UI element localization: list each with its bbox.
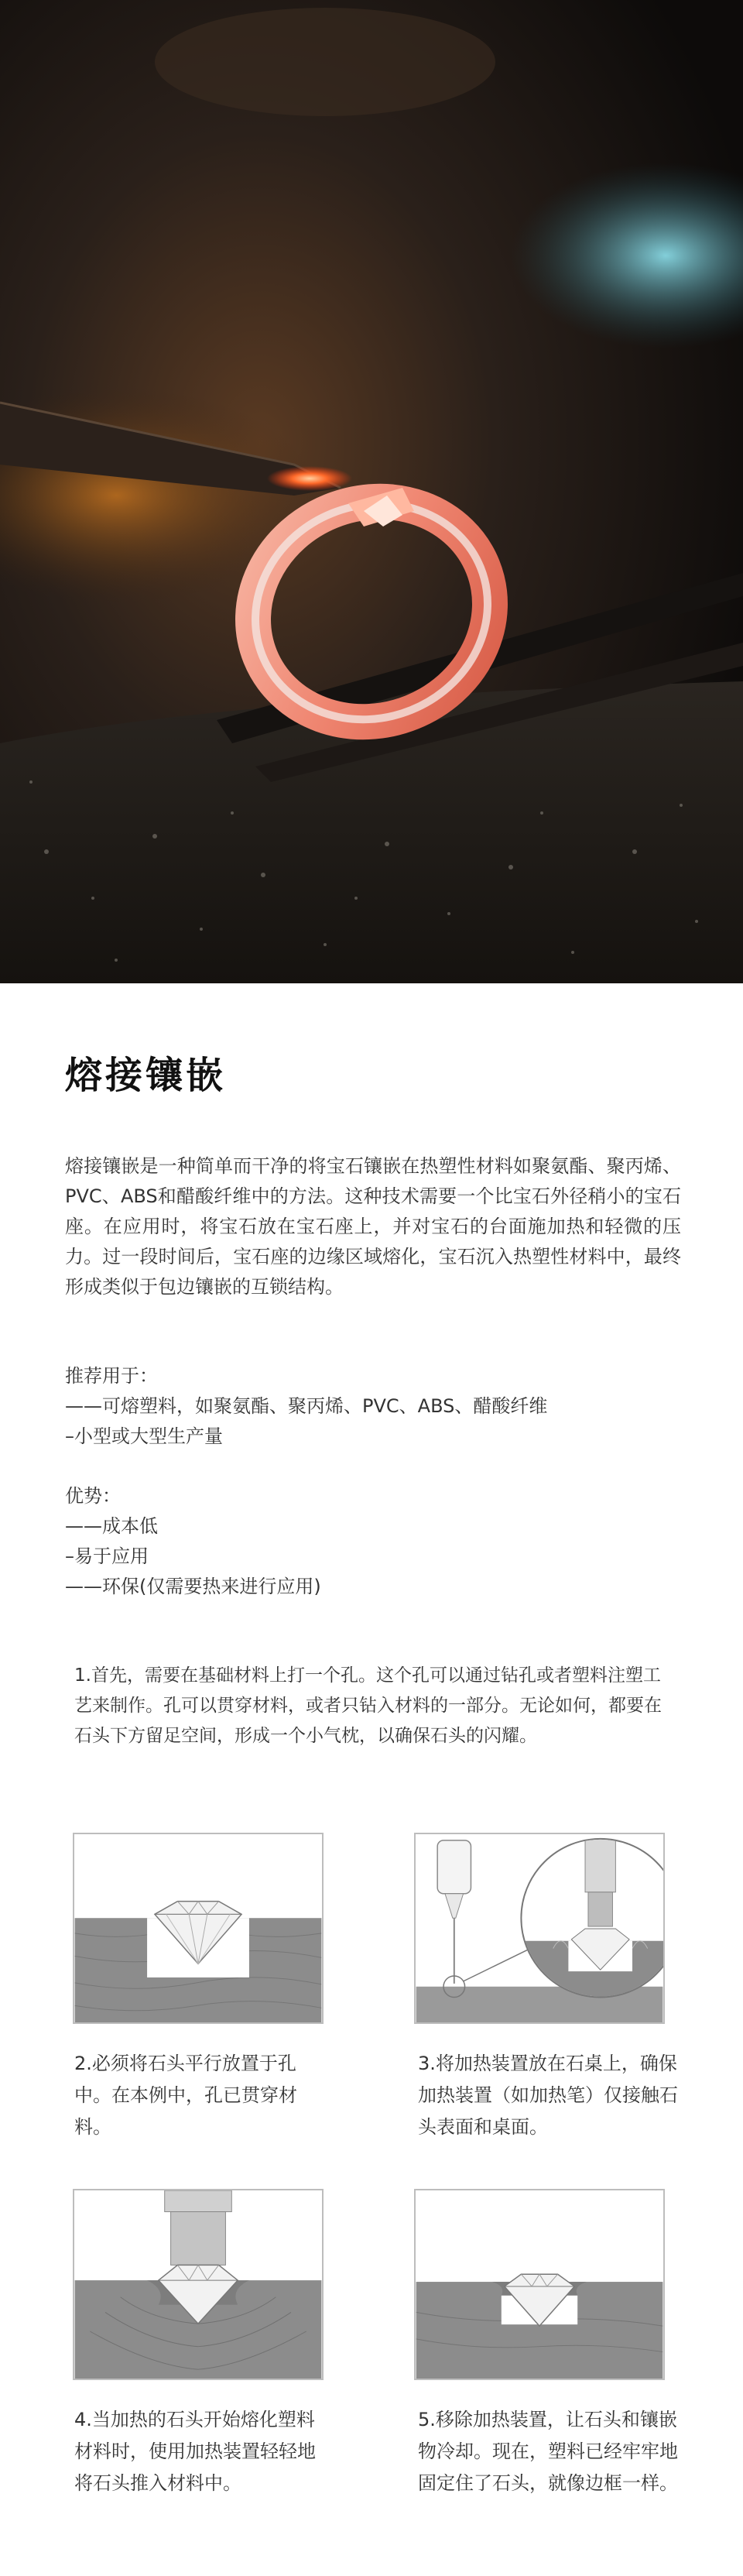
figure-heating-device: [414, 1833, 665, 2024]
step-3-text: 3.将加热装置放在石桌上，确保加热装置（如加热笔）仅接触石头表面和桌面。: [418, 2053, 678, 2138]
step-2-text: 2.必须将石头平行放置于孔中。在本例中，孔已贯穿材料。: [74, 2053, 297, 2138]
advantages-list: [65, 1481, 321, 1602]
figure-stone-in-hole: [73, 1833, 324, 2024]
list-item: –小型或大型生产量: [65, 1425, 223, 1447]
list-item: ——成本低: [65, 1515, 158, 1537]
intro-paragraph: 熔接镶嵌是一种简单而干净的将宝石镶嵌在热塑性材料如聚氨酯、聚丙烯、PVC、ABS和醋酸纤维中的方法。这种技术需要一个比宝石外径稍小的宝石座。在应用时，将宝石放在宝石座上，并对宝石的台面施加热和轻微的压力。过一段时间后，宝石座的边缘区域熔化，宝石沉入热塑性材料中，最终形成类似于包边镶嵌的互锁结构。: [65, 1155, 681, 1298]
hero-photo: [0, 0, 743, 983]
ring-welding-photo: [0, 0, 743, 983]
list-item: –易于应用: [65, 1545, 149, 1567]
page-title: 熔接镶嵌: [65, 1054, 227, 1097]
list-item: ——环保(仅需要热来进行应用): [65, 1576, 321, 1597]
step-5-text: 5.移除加热装置，让石头和镶嵌物冷却。现在，塑料已经牢牢地固定住了石头，就像边框一样。: [418, 2409, 678, 2494]
step-4-text: 4.当加热的石头开始熔化塑料材料时，使用加热装置轻轻地将石头推入材料中。: [74, 2409, 316, 2494]
recommended-heading: 推荐用于：: [65, 1365, 158, 1387]
figure-pressing-stone: [73, 2189, 324, 2380]
list-item: ——可熔塑料，如聚氨酯、聚丙烯、PVC、ABS、醋酸纤维: [65, 1395, 548, 1417]
recommended-list: [65, 1361, 547, 1452]
heating-pen-icon: [437, 1840, 471, 1984]
advantages-heading: 优势：: [65, 1485, 121, 1507]
step-1-text: 1.首先，需要在基础材料上打一个孔。这个孔可以通过钻孔或者塑料注塑工艺来制作。孔可以贯穿材料，或者只钻入材料的一部分。无论如何，都要在石头下方留足空间，形成一个小气枕，以确保石头的闪耀。: [74, 1665, 662, 1746]
figure-final-setting: [414, 2189, 665, 2380]
